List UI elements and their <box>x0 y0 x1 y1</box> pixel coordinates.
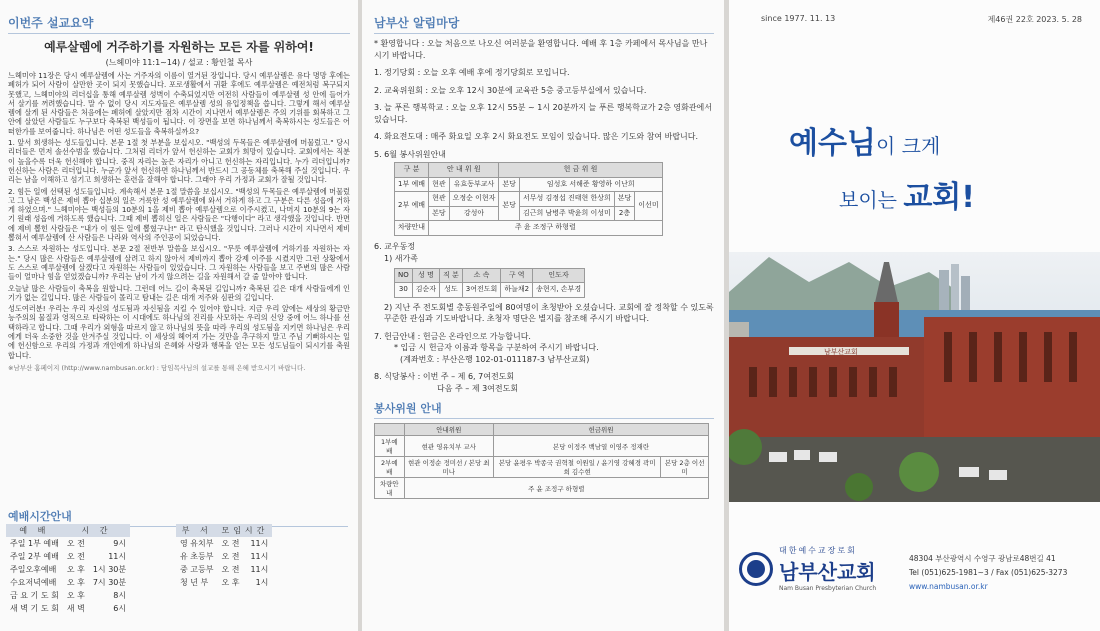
dept-ampm: 오 전 <box>221 539 240 548</box>
table-row <box>176 537 272 550</box>
table-row <box>6 563 130 576</box>
table-cell: 오정순 이현자 <box>449 192 499 207</box>
new-family-table <box>394 268 585 298</box>
account-number: (계좌번호 : 부산은행 102-01-011187-3 남부산교회) <box>400 354 590 364</box>
table-header: 소 속 <box>462 268 501 283</box>
sermon-section-title: 이번주 설교요약 <box>8 14 350 34</box>
table-header: NO <box>395 268 413 283</box>
table-cell: 본당 <box>499 192 520 221</box>
table-row <box>6 550 130 563</box>
table-cell: 2부예배 <box>375 457 405 478</box>
dept-ampm: 오 전 <box>221 552 240 561</box>
dept-name: 영 유치부 <box>180 539 214 548</box>
announcements-section-title: 남부산 알림마당 <box>374 14 714 34</box>
time-header: 시 간 <box>63 524 130 537</box>
table-cell: 본당 2층 이선미 <box>661 457 709 478</box>
notice-item: 4. 화요전도대 : 매주 화요일 오후 2시 화요전도 모임이 있습니다. 많은 기도와 참여 바랍니다. <box>374 132 699 141</box>
notice-subitem: * 입금 시 헌금자 이름과 항목을 구분하여 주시기 바랍니다. <box>394 343 599 352</box>
table-cell: 현관 이정순 정미선 / 본당 최미나 <box>404 457 493 478</box>
worship-time: 6시 <box>113 604 127 613</box>
table-row <box>395 221 663 236</box>
table-cell: 김순자 <box>412 283 439 298</box>
table-header: 헌금위원 <box>494 424 709 436</box>
sermon-paragraph: 성도여러분! 우리는 우리 자신의 성도됨과 자신됨을 지킬 수 있어야 합니다. 지금 우리 앞에는 세상의 황금만능주의의 물질과 영적으로 타락하는 이 시대에도 하나님의 진리를 사모하는 우리의 신앙 중에 어느 하나를 선택하라고 합니다. 그때 우리가 외형을 따르지 않고 하나님의 뜻을 따라 우리의 성도됨을 지키면 하나님은 우리에게 더욱 소중한 것을 안겨주실 것입니다. 이 세상의 헤어져 가는 것만을 추구하지 말고 주님 기뻐하시는 일에 헌신함으로 우리의 가정과 개인에게 하나님의 은혜와 사랑과 행복을 얻는 모든 성도님들이 되시기를 축원합니다. <box>8 304 350 360</box>
dept-ampm: 오 후 <box>221 578 240 587</box>
worship-section-title: 예배시간안내 <box>8 508 348 527</box>
church-building-image <box>729 252 1100 502</box>
table-cell: 김근희 남병주 박윤희 이성미 <box>519 206 614 221</box>
table-row <box>6 537 130 550</box>
worship-name: 주일 2부 예배 <box>10 552 59 561</box>
table-row <box>6 589 130 602</box>
table-cell: 본당 <box>499 177 520 192</box>
cover-panel <box>729 0 1100 631</box>
table-row <box>176 550 272 563</box>
table-row <box>176 563 272 576</box>
table-cell: 본당 이정주 백남열 이영주 정재란 <box>494 436 709 457</box>
table-cell: 주 윤 조정구 하형렬 <box>404 478 708 499</box>
church-name-english: Nam Busan Presbyterian Church <box>779 585 877 592</box>
table-row <box>395 177 663 192</box>
table-header: 인도자 <box>533 268 585 283</box>
notice-item: 6. 교우동정 <box>374 241 416 251</box>
church-name: 남부산교회 <box>779 560 876 584</box>
notice-item: 7. 헌금안내 : 헌금은 온라인으로 가능합니다. <box>374 331 531 341</box>
worship-name: 새 벽 기 도 회 <box>10 604 59 613</box>
table-cell: 서무성 김정섭 진태현 한상희 <box>519 192 614 207</box>
worship-ampm: 오 후 <box>66 591 85 600</box>
dept-time: 11시 <box>250 539 269 548</box>
sermon-paragraph: 느헤미야 11장은 당시 예루살렘에 사는 거주자의 이름이 열거된 장입니다. 당시 예루살렘은 유다 명망 후에는 폐허가 되어 사람이 살만한 곳이 되지 못했습니다. 포로생활에서 귀환 후에도 예루살렘은 예전처럼 복구되지 못했고, 느헤미야의 리더십을 통해 예루살렘 성벽이 수축되었지만 여전히 사람들이 예루살렘 성 안에 들어가서 살기를 꺼려했습니다. 말 수 없이 당시 지도자들은 예루살렘 성의 유입정책을 씁니다. 그렇게 해서 예루살렘에 살게 된 사람들은 처음에는 폐허에 살았지만 점차 시간이 지나면서 예루살렘은 주의 기위를 회복하고 그 안에 살았던 사람들도 누구보다 축복된 백성들이 됩니다. 이 장면을 보면 하나님께서 축복하시는 성도들은 어떠한가를 보여줍니다. 하나님은 어떤 성도들을 축복하실까요? <box>8 71 350 136</box>
table-header: 구 분 <box>395 163 429 178</box>
notice-item: 1. 정기당회 : 오늘 오후 예배 후에 정기당회로 모입니다. <box>374 68 570 77</box>
sermon-paragraph: 오늘날 많은 사람들이 축복을 원합니다. 그런데 어느 길이 축복된 길입니까? 축복된 길은 대개 사람들에게 인기가 없는 길입니다. 많은 사람들이 몰리고 탐내는 길은 대개 저주와 심판의 길입니다. <box>8 283 350 302</box>
worship-name: 주일 1부 예배 <box>10 539 59 548</box>
worship-name: 주일오후예배 <box>10 565 57 574</box>
table-cell: 임성호 서해준 황영하 이난희 <box>519 177 662 192</box>
announcements-body <box>374 38 714 394</box>
dept-time: 1시 <box>255 578 269 587</box>
worship-ampm: 오 후 <box>66 578 85 587</box>
slogan-church: 교회! <box>903 180 975 215</box>
worship-time-table <box>6 524 130 615</box>
slogan-jesus: 예수님 <box>789 126 876 161</box>
table-header: 성 명 <box>412 268 439 283</box>
table-header: 직 분 <box>440 268 463 283</box>
worship-time: 8시 <box>113 591 127 600</box>
slogan-text: 보이는 <box>839 188 904 212</box>
department-time-table <box>176 524 272 589</box>
table-cell: 2층 <box>614 206 635 221</box>
table-cell: 송현지, 손부경 <box>533 283 585 298</box>
table-row <box>375 478 709 499</box>
notice-item: 5. 6월 봉사위원안내 <box>374 149 446 159</box>
notice-item: 8. 식당봉사 : 이번 주 – 제 6, 7여전도회 <box>374 372 515 381</box>
table-cell: 강성아 <box>449 206 499 221</box>
worship-ampm: 오 전 <box>66 539 85 548</box>
phone-fax: Tel (051)625-1981~3 / Fax (051)625-3273 <box>909 568 1068 577</box>
table-cell: 차량안내 <box>395 221 429 236</box>
church-logo <box>739 545 876 592</box>
dept-name: 청 년 부 <box>180 578 209 587</box>
worship-name: 금 요 기 도 회 <box>10 591 59 600</box>
table-header: 헌 금 위 원 <box>499 163 662 178</box>
table-header: 안 내 위 원 <box>429 163 499 178</box>
website-link[interactable]: www.nambusan.or.kr <box>909 582 988 591</box>
church-photo <box>729 252 1100 502</box>
dept-time: 11시 <box>250 565 269 574</box>
denomination: 대한예수교장로회 <box>779 546 857 555</box>
worship-ampm: 오 후 <box>66 565 85 574</box>
notice-subitem: 2) 지난 주 전도회별 총동원주일에 80여명이 초청받아 오셨습니다. 교회에 잘 정착할 수 있도록 꾸준한 관심과 기도바랍니다. 초청자 명단은 별지를 참조해 주시기 바랍니다. <box>384 302 714 323</box>
table-row <box>6 602 130 615</box>
table-cell: 2부 예배 <box>395 192 429 221</box>
table-row <box>375 457 709 478</box>
worship-time: 9시 <box>113 539 127 548</box>
table-cell: 3여전도회 <box>462 283 501 298</box>
dept-name: 중 고등부 <box>180 565 214 574</box>
table-header: 구 역 <box>501 268 533 283</box>
notice-item: 2. 교육위원회 : 오늘 오후 12시 30분에 교육관 5층 중고등부실에서 있습니다. <box>374 85 647 95</box>
homepage-footnote: ※남부산 홈페이지 (http://www.nambusan.or.kr) : 담임목사님의 설교를 통해 은혜 받으시기 바랍니다. <box>8 363 306 372</box>
worship-ampm: 오 전 <box>66 552 85 561</box>
table-cell: 차량안내 <box>375 478 405 499</box>
slogan-text: 이 크게 <box>875 134 941 158</box>
table-cell: 현관 <box>429 177 450 192</box>
table-cell: 주 윤 조정구 하형렬 <box>429 221 663 236</box>
issue-info: 제46권 22호 2023. 5. 28 <box>987 15 1082 24</box>
sermon-paragraph: 3. 스스로 자원하는 성도입니다. 본문 2절 전반부 말씀을 보십시오. "무릇 예루살렘에 거하기를 자원하는 자는." 당시 많은 사람들은 예루살렘에 살려고 하지 않아서 제비까지 뽑아 강제 이주를 시켰지만 그런 상황에서도 스스로 예루살렘에 살겠다고 자원하는 사람들이 있었습니다. 그 자원하는 사람들을 보고 주변의 많은 사람들이 얼마나 힘을 얻었겠습니까? 우리는 남이 가지 않으려는 길을 자원해서 갈 줄 알아야 합니다. <box>8 244 350 282</box>
dept-header: 부 서 <box>176 524 217 537</box>
table-cell: 현관 영유치부 교사 <box>404 436 493 457</box>
address: 48304 부산광역시 수영구 광남로48번길 41 <box>909 554 1056 563</box>
dept-ampm: 오 전 <box>221 565 240 574</box>
table-row <box>395 192 663 207</box>
sermon-paragraph: 1. 앞서 희생하는 성도들입니다. 본문 1절 첫 부분을 보십시오. "백성의 두목들은 예루살렘에 머물렀고." 당시 리더들은 먼저 솔선수범을 했습니다. 그처럼 리더가 앞서 헌신하는 교회가 희망이 있습니다. 교회에서는 직분이 높을수록 더욱 헌신해야 합니다. 중직 자리는 높은 자리가 아니고 헌신하는 자리입니다. 누가 리더입니까? 헌신하는 사람은 리더입니다. 누군가 앞서 헌신하면 하나님께서 반드시 그 공동체를 축복해 주실 것입니다. 우리는 남을 이해하고 섬기고 희생하는 훈련을 잘해야 합니다. 그래야 우리 가정과 교회가 잘될 것입니다. <box>8 138 350 185</box>
table-row <box>6 576 130 589</box>
table-cell: 이선미 <box>635 192 662 221</box>
sermon-body <box>8 71 350 360</box>
worship-time: 7시 30분 <box>92 578 127 587</box>
table-cell: 본당 <box>614 192 635 207</box>
cover-meta <box>741 14 1082 25</box>
dept-name: 유 초등부 <box>180 552 214 561</box>
table-header: 안내위원 <box>404 424 493 436</box>
slogan <box>789 118 975 216</box>
table-cell: 성도 <box>440 283 463 298</box>
sermon-paragraph: 2. 힘든 일에 선택된 성도들입니다. 계속해서 본문 1절 말씀을 보십시오. "백성의 두목들은 예루살렘에 머물렀고 그 남은 백성은 제비 뽑아 십분의 일은 거룩한 성 예루살렘에 와서 거하게 하고 그 구분은 다른 성읍에 거하게 하였으며." 느헤미야는 백성들의 10분의 1을 제비 뽑아 예루살렘으로 이주시켰고, 나머지 10분의 9는 자기 원래 성읍에 거하도록 했습니다. 그때 제비 뽑히신 일은 사람들은 "다행이다" 라고 생각했을 것입니다. 반면에 제비 뽑힌 사람들은 "내가 이 힘든 일에 뽑혔구나!" 라고 탄식했을 것입니다. 그러나 시간이 지나면서 제비 뽑혀서 예루살렘에 산 사람들은 나라와 역사의 주인공이 되었습니다. <box>8 186 350 243</box>
church-emblem-icon <box>739 552 773 586</box>
table-row <box>395 206 663 221</box>
worship-name: 수요저녁예배 <box>10 578 57 587</box>
volunteer-table <box>374 423 709 499</box>
welcome-notice: * 환영합니다 : 오늘 처음으로 나오신 여러분을 환영합니다. 예배 후 1층 카페에서 목사님을 만나시기 바랍니다. <box>374 39 708 60</box>
volunteer-section-title: 봉사위원 안내 <box>374 400 714 419</box>
sermon-title: 예루살렘에 거주하기를 자원하는 모든 자를 위하여! <box>44 40 314 54</box>
table-cell: 1부 예배 <box>395 177 429 192</box>
worship-time: 1시 30분 <box>92 565 127 574</box>
table-cell: 1부예배 <box>375 436 405 457</box>
sermon-reference: (느헤미야 11:1~14) / 설교 : 황인철 목사 <box>105 58 253 67</box>
worship-ampm: 새 벽 <box>66 604 85 613</box>
worship-header: 예 배 <box>6 524 63 537</box>
table-row <box>375 436 709 457</box>
worship-time: 11시 <box>108 552 127 561</box>
church-sign: 남부산교회 <box>824 348 858 356</box>
table-row <box>395 283 585 298</box>
table-cell: 유효동부교사 <box>449 177 499 192</box>
table-cell: 현관 <box>429 192 450 207</box>
notice-subitem: 다음 주 – 제 3여전도회 <box>437 383 519 393</box>
founding-date: since 1977. 11. 13 <box>761 14 836 23</box>
announcements-panel <box>362 0 724 631</box>
dept-time: 11시 <box>250 552 269 561</box>
june-volunteer-table <box>394 162 663 236</box>
contact-info <box>909 552 1067 594</box>
table-cell: 본당 윤평우 박종국 권혁철 이원일 / 윤기영 강혜경 곽미희 김수현 <box>494 457 661 478</box>
table-cell: 30 <box>395 283 413 298</box>
table-row <box>176 576 272 589</box>
notice-item: 3. 늘 푸른 행복학교 : 오늘 오후 12시 55분 ~ 1시 20분까지 늘 푸른 행복학교가 2층 영화관에서 있습니다. <box>374 103 713 124</box>
meeting-header: 모임시간 <box>217 524 272 537</box>
notice-subitem: 1) 새가족 <box>384 254 418 263</box>
table-cell: 하늘채2 <box>501 283 533 298</box>
table-cell: 본당 <box>429 206 450 221</box>
